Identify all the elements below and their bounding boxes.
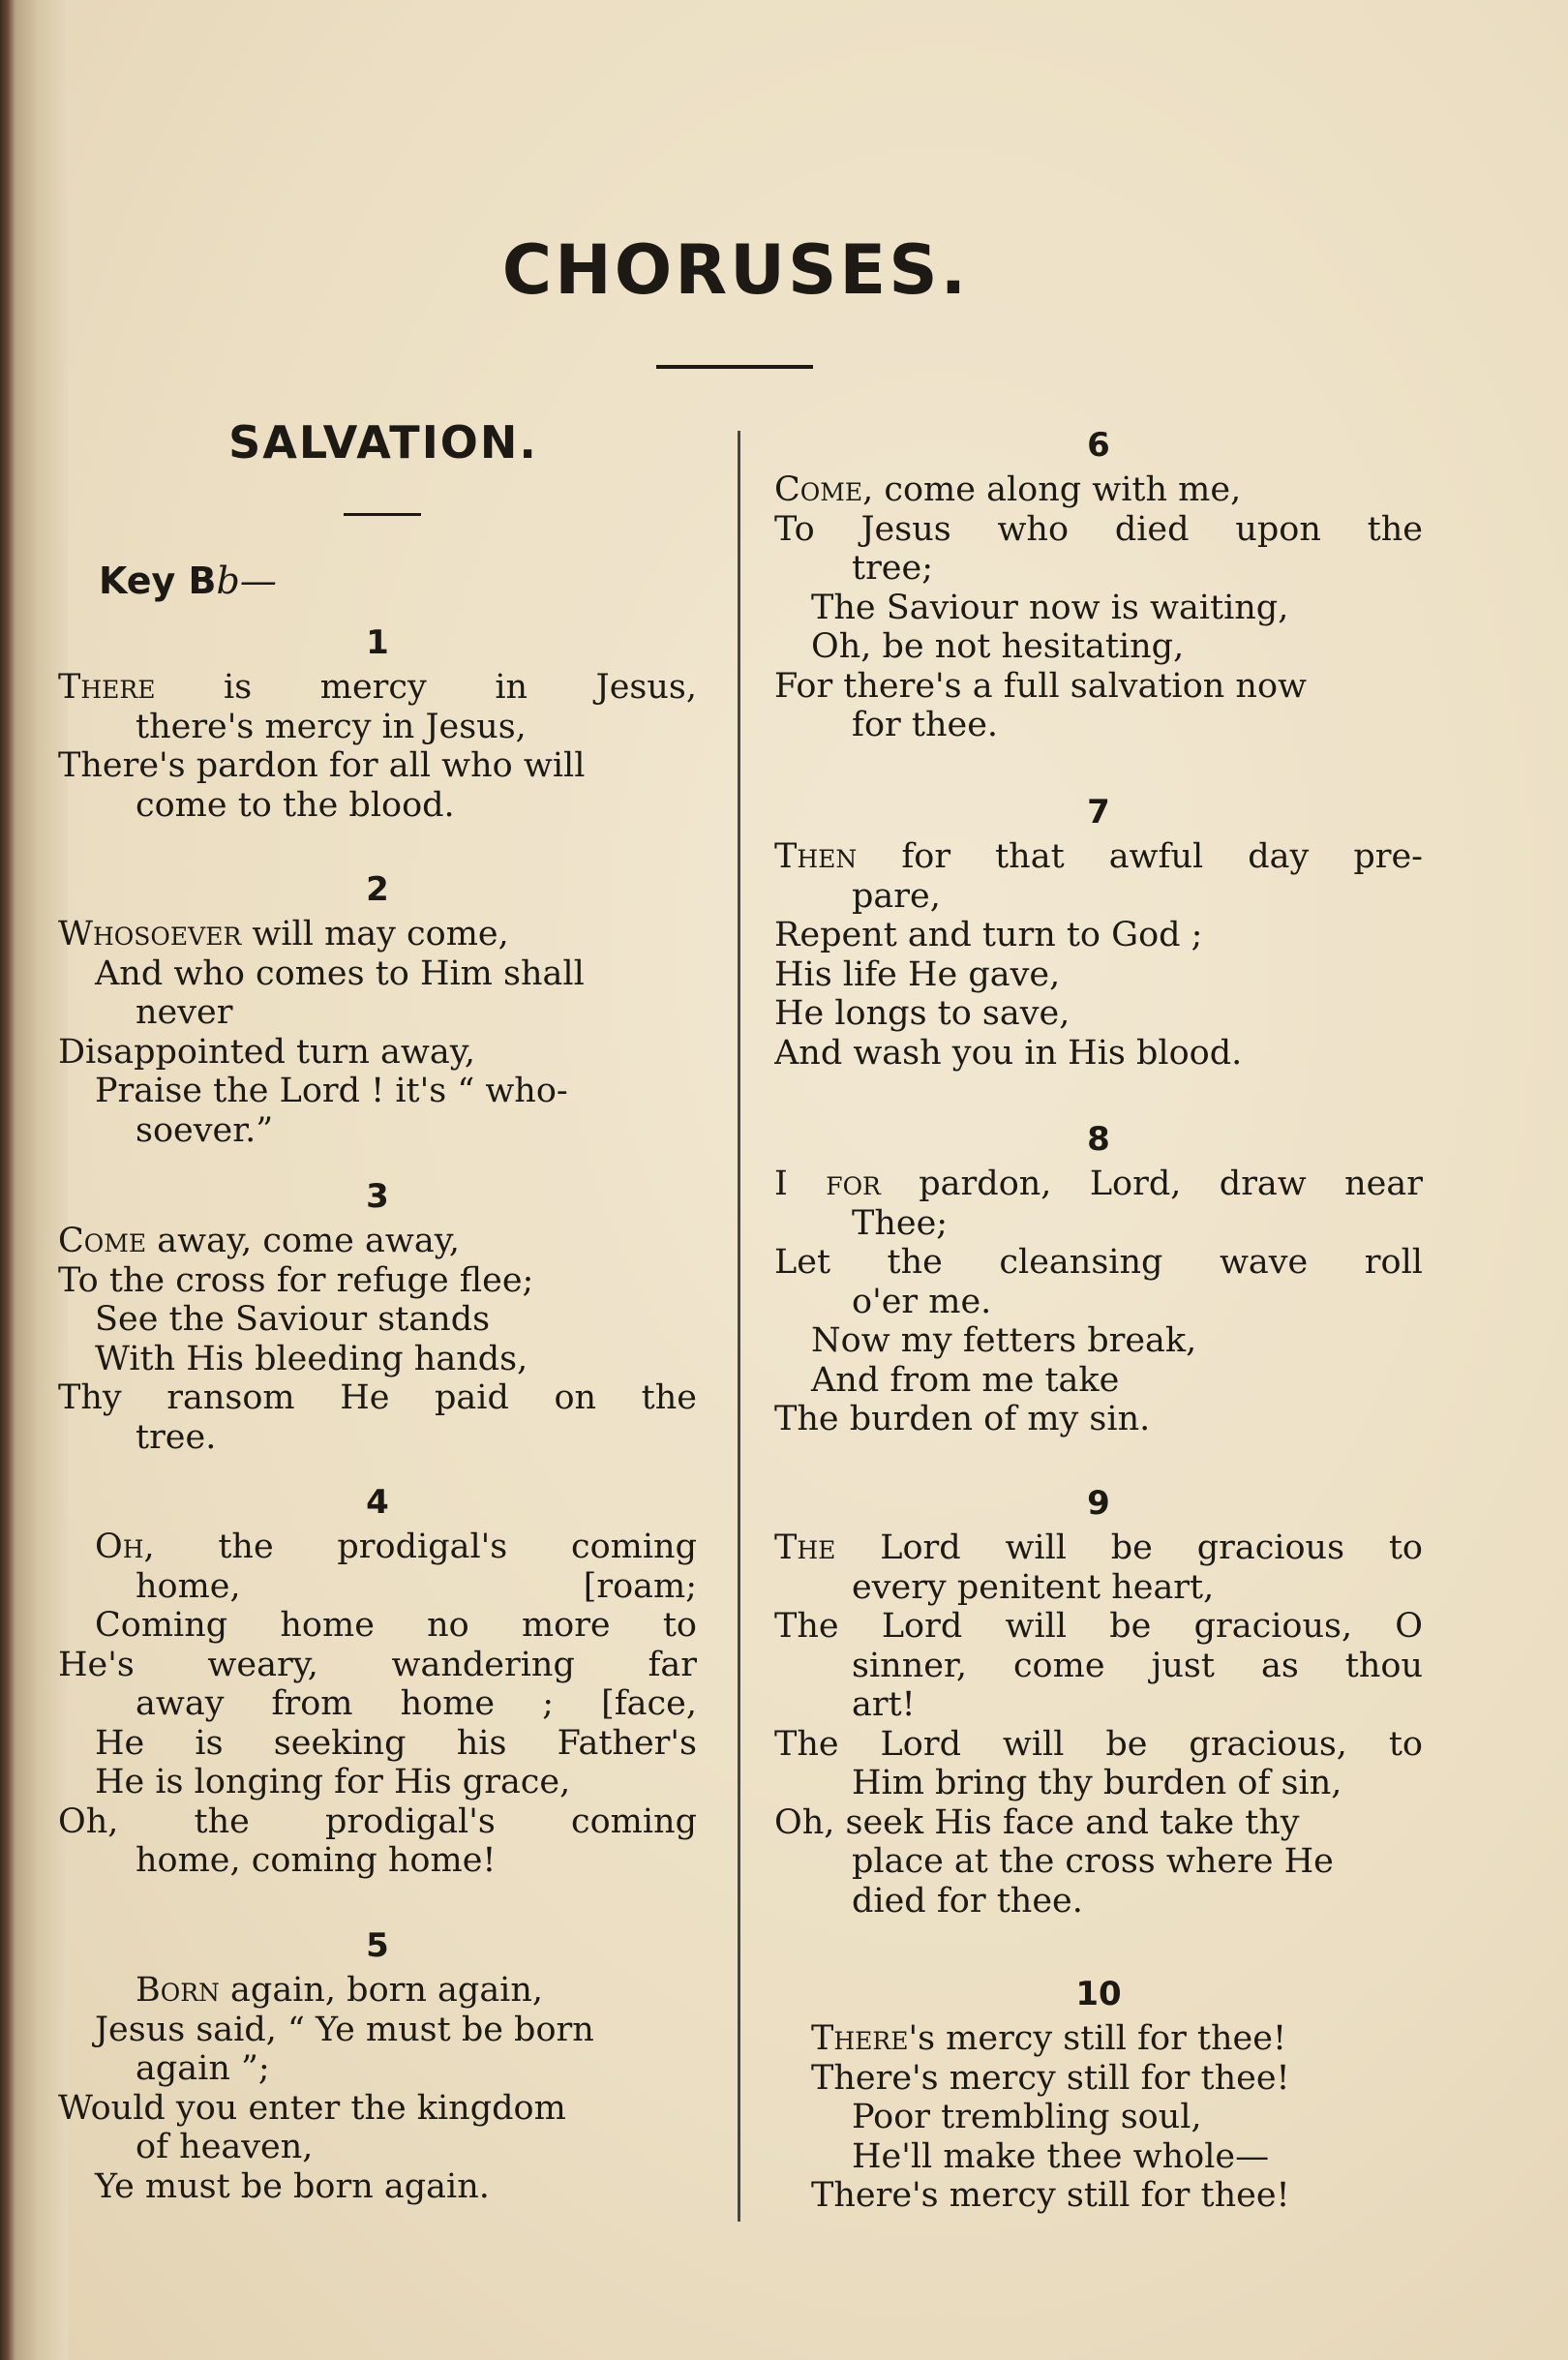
chorus-line-text: pare,	[852, 876, 941, 916]
chorus-line-text: He is seeking his Father's	[95, 1723, 697, 1763]
chorus-line	[58, 1418, 697, 1458]
chorus-line-text: And wash you in His blood.	[774, 1033, 1243, 1073]
chorus-1	[58, 620, 697, 825]
chorus-line	[774, 1725, 1423, 1765]
chorus-3	[58, 1173, 697, 1457]
chorus-line	[58, 2128, 697, 2167]
chorus-line-text: He longs to save,	[774, 994, 1070, 1033]
chorus-line-text: soever.”	[136, 1110, 274, 1150]
chorus-line	[58, 1646, 697, 1685]
chorus-5	[58, 1922, 697, 2206]
chorus-line-text: is mercy in Jesus,	[155, 668, 697, 707]
chorus-line-text: For there's a full salvation now	[774, 666, 1308, 706]
chorus-line	[774, 706, 1423, 745]
chorus-line	[58, 1841, 697, 1881]
chorus-line	[58, 746, 697, 786]
chorus-line	[774, 1607, 1423, 1647]
chorus-line	[58, 1684, 697, 1724]
chorus-lead-word: Born	[136, 1971, 220, 2010]
chorus-6	[774, 422, 1423, 745]
chorus-line-text: See the Saviour stands	[95, 1300, 491, 1339]
chorus-line	[58, 1567, 697, 1607]
chorus-number: 9	[1087, 1484, 1110, 1523]
chorus-line	[774, 1034, 1423, 1074]
chorus-line-text: Ye must be born again.	[95, 2166, 490, 2206]
chorus-line	[58, 1300, 697, 1340]
chorus-line-text: 's mercy still for thee!	[908, 2019, 1287, 2058]
chorus-line	[774, 2059, 1423, 2099]
chorus-lead-word: The	[774, 1528, 836, 1567]
chorus-4	[58, 1479, 697, 1881]
chorus-line	[774, 1243, 1423, 1283]
chorus-lead-word: Come	[774, 470, 863, 509]
chorus-line	[774, 667, 1423, 707]
chorus-line	[774, 1528, 1423, 1568]
chorus-line	[58, 1033, 697, 1073]
chorus-line-text: pardon, Lord, draw near	[880, 1165, 1423, 1203]
chorus-number: 10	[1075, 1975, 1122, 2013]
chorus-line	[58, 2167, 697, 2207]
page-title: CHORUSES.	[501, 230, 970, 310]
chorus-line	[774, 1321, 1423, 1361]
chorus-line-text: And from me take	[811, 1360, 1120, 1400]
chorus-line-text: away, come away,	[146, 1222, 460, 1260]
chorus-2	[58, 866, 697, 1150]
chorus-line	[58, 2011, 697, 2050]
chorus-line-text: He's weary, wandering far	[58, 1645, 697, 1684]
chorus-line-text: for that awful day pre-	[857, 837, 1423, 876]
chorus-line	[58, 1340, 697, 1379]
chorus-line-text: Him bring thy burden of sin,	[852, 1764, 1342, 1802]
chorus-line	[774, 1204, 1423, 1244]
chorus-lead-word: Oh	[95, 1528, 144, 1566]
chorus-line	[58, 1111, 697, 1151]
chorus-line-text: away from home ; [face,	[136, 1684, 697, 1723]
key-signature	[99, 560, 277, 602]
chorus-number: 6	[1087, 426, 1110, 465]
chorus-line-text: Oh, be not hesitating,	[811, 627, 1185, 666]
chorus-line	[58, 1606, 697, 1646]
chorus-line	[774, 549, 1423, 589]
column-divider	[738, 431, 740, 2222]
chorus-line-text: Praise the Lord ! it's “ who-	[95, 1072, 568, 1110]
chorus-line	[58, 1261, 697, 1301]
chorus-lead-word: Then	[774, 837, 858, 876]
chorus-lead-word: There	[811, 2019, 909, 2058]
chorus-number: 5	[366, 1926, 389, 1965]
chorus-line-text: He is longing for His grace,	[95, 1763, 571, 1801]
chorus-line	[774, 589, 1423, 628]
chorus-line	[58, 708, 697, 747]
chorus-line-text: Oh, seek His face and take thy	[774, 1802, 1300, 1842]
chorus-line-text: Now my fetters break,	[811, 1321, 1197, 1360]
chorus-line-text: He'll make thee whole—	[852, 2136, 1270, 2176]
chorus-line	[774, 2019, 1423, 2059]
section-title: SALVATION.	[228, 416, 538, 469]
chorus-line-text: The burden of my sin.	[774, 1400, 1151, 1438]
chorus-line-text: There's mercy still for thee!	[811, 2176, 1290, 2215]
chorus-line-text: The Saviour now is waiting,	[811, 588, 1289, 627]
chorus-number: 1	[366, 623, 389, 662]
chorus-line-text: of heaven,	[136, 2128, 314, 2166]
chorus-line	[774, 837, 1423, 877]
chorus-line-text: Thee;	[852, 1203, 949, 1243]
chorus-line	[58, 1724, 697, 1764]
section-divider	[344, 513, 421, 516]
chorus-line-text: o'er me.	[852, 1282, 992, 1321]
chorus-7	[774, 789, 1423, 1073]
chorus-line	[774, 470, 1423, 510]
chorus-line-text: died for thee.	[852, 1881, 1083, 1921]
chorus-line-text: Lord will be gracious to	[835, 1528, 1423, 1567]
chorus-line	[774, 510, 1423, 550]
chorus-lead-word: There	[58, 668, 156, 707]
chorus-line	[774, 1882, 1423, 1921]
chorus-line	[58, 1072, 697, 1111]
chorus-line	[58, 1763, 697, 1802]
chorus-line-text: Repent and turn to God ;	[774, 916, 1203, 954]
chorus-9	[774, 1480, 1423, 1921]
chorus-line	[774, 627, 1423, 667]
chorus-line	[58, 915, 697, 954]
chorus-line	[774, 916, 1423, 955]
chorus-line-text: place at the cross where He	[852, 1842, 1334, 1881]
chorus-line-text: sinner, come just as thou	[852, 1646, 1423, 1685]
chorus-line-text: home, [roam;	[136, 1566, 697, 1606]
chorus-line-text: , come along with me,	[862, 470, 1242, 509]
chorus-line-text: And who comes to Him shall	[95, 953, 585, 993]
chorus-line	[774, 1361, 1423, 1401]
chorus-line-text: The Lord will be gracious, to	[774, 1724, 1423, 1764]
chorus-number: 8	[1087, 1120, 1110, 1159]
chorus-line-text: again ”;	[136, 2049, 270, 2088]
chorus-line-text: Jesus said, “ Ye must be born	[95, 2010, 594, 2049]
chorus-line	[774, 1400, 1423, 1439]
chorus-line-text: again, born again,	[219, 1971, 544, 2010]
chorus-line-text: , the prodigal's coming	[143, 1528, 697, 1566]
chorus-line	[774, 994, 1423, 1034]
chorus-line	[774, 1764, 1423, 1803]
chorus-line-text: for thee.	[852, 706, 999, 744]
chorus-line-text: The Lord will be gracious, O	[774, 1607, 1423, 1646]
chorus-line-text: art!	[852, 1685, 916, 1724]
chorus-number: 2	[366, 870, 389, 909]
chorus-lead-word: Whosoever	[58, 915, 242, 953]
chorus-line	[58, 993, 697, 1033]
chorus-line	[774, 1568, 1423, 1608]
chorus-line	[774, 1283, 1423, 1322]
key-flat: b—	[216, 560, 277, 602]
chorus-line-text: Coming home no more to	[95, 1606, 697, 1645]
chorus-line-text: His life He gave,	[774, 954, 1061, 994]
title-divider	[656, 365, 813, 369]
chorus-number: 3	[366, 1177, 389, 1216]
chorus-line	[774, 1803, 1423, 1843]
chorus-line	[58, 1802, 697, 1842]
chorus-line-text: To the cross for refuge flee;	[58, 1260, 534, 1300]
chorus-line-text: There's mercy still for thee!	[811, 2058, 1290, 2098]
chorus-line	[774, 2137, 1423, 2177]
chorus-line-text: every penitent heart,	[852, 1567, 1215, 1607]
chorus-line-text: With His bleeding hands,	[95, 1339, 528, 1378]
key-label: Key B	[99, 560, 217, 602]
chorus-line-text: Thy ransom He paid on the	[58, 1378, 697, 1417]
chorus-line-text: come to the blood.	[136, 785, 455, 825]
chorus-line-text: To Jesus who died upon the	[774, 509, 1423, 549]
chorus-line-text: Disappointed turn away,	[58, 1032, 475, 1072]
chorus-line-text: There's pardon for all who will	[58, 746, 586, 785]
chorus-lead-word: Come	[58, 1222, 147, 1260]
chorus-lead-word: I for	[774, 1165, 881, 1203]
chorus-line	[58, 2049, 697, 2089]
chorus-line-text: never	[136, 993, 233, 1032]
chorus-line	[58, 1222, 697, 1261]
chorus-number: 4	[366, 1483, 389, 1522]
chorus-10	[774, 1971, 1423, 2216]
chorus-line	[774, 955, 1423, 995]
chorus-8	[774, 1116, 1423, 1439]
chorus-line-text: Poor trembling soul,	[852, 2098, 1202, 2136]
chorus-line	[58, 1528, 697, 1567]
chorus-line-text: Let the cleansing wave roll	[774, 1243, 1423, 1282]
chorus-line	[774, 1685, 1423, 1725]
chorus-line-text: there's mercy in Jesus,	[136, 707, 527, 746]
chorus-line	[774, 1165, 1423, 1204]
chorus-line-text: Would you enter the kingdom	[58, 2088, 566, 2128]
chorus-line	[58, 954, 697, 994]
chorus-line-text: tree.	[136, 1417, 217, 1457]
chorus-line	[58, 786, 697, 826]
chorus-line	[774, 2176, 1423, 2216]
chorus-line	[774, 1647, 1423, 1686]
chorus-line	[58, 668, 697, 708]
chorus-line	[774, 877, 1423, 917]
chorus-line	[58, 1378, 697, 1418]
chorus-line-text: will may come,	[241, 915, 509, 953]
chorus-line-text: home, coming home!	[136, 1841, 497, 1880]
chorus-number: 7	[1087, 793, 1110, 832]
chorus-line	[774, 1842, 1423, 1882]
chorus-line	[774, 2098, 1423, 2137]
chorus-line	[58, 1971, 697, 2011]
chorus-line	[58, 2089, 697, 2129]
chorus-line-text: Oh, the prodigal's coming	[58, 1801, 697, 1841]
chorus-line-text: tree;	[852, 549, 934, 588]
